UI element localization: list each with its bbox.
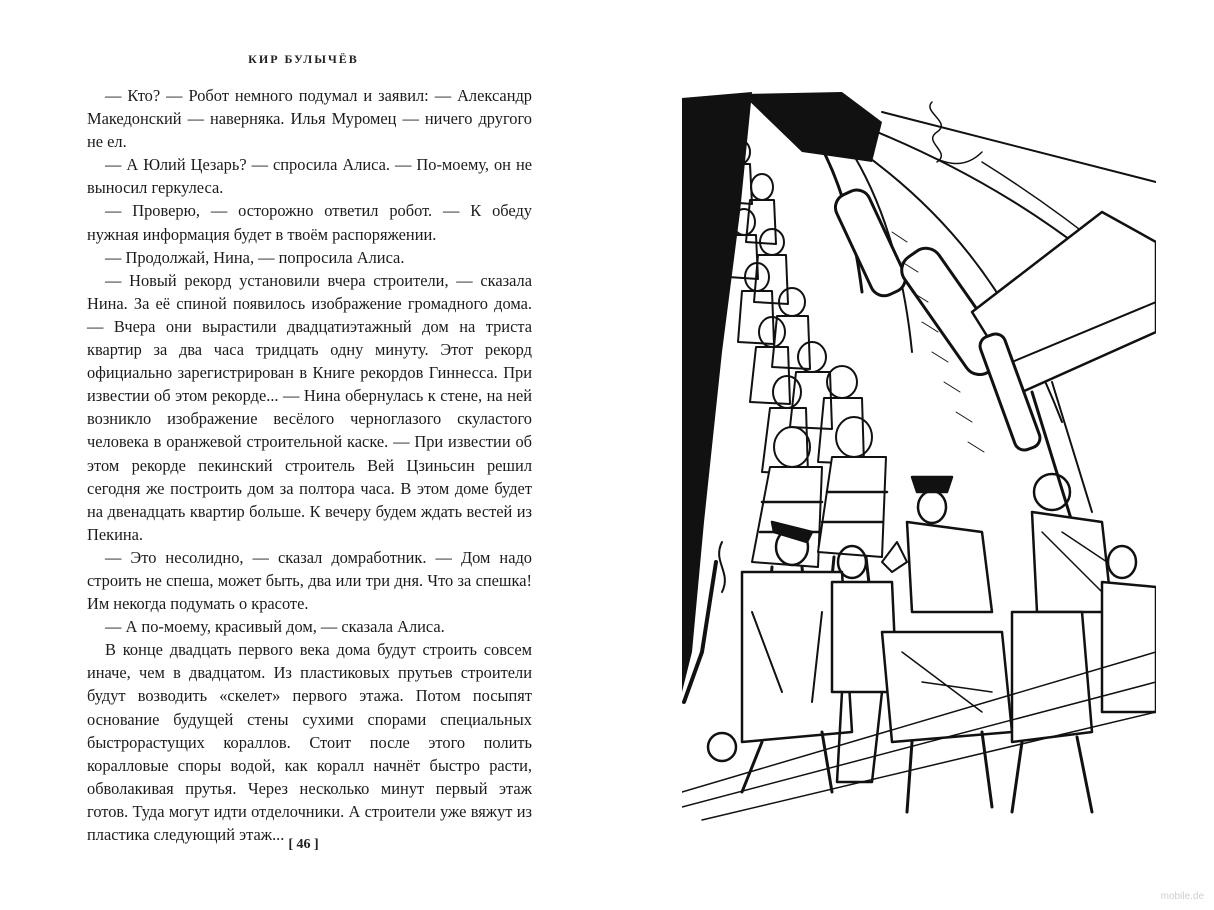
illustration-builders-crowd [682,92,1156,822]
paragraph: — Продолжай, Нина, — попросила Алиса. [105,247,405,267]
paragraph: — Кто? — Робот немного подумал и заявил: — Александр Македонский — наверняка. Илья Муромец — ничего другого не ел. [87,86,532,152]
paragraph: — А по-моему, красивый дом, — сказала Алиса. [105,617,445,637]
paragraph: — А Юлий Цезарь? — спросила Алиса. — По-моему, он не выносил геркулеса. [87,155,532,198]
paragraph: — Проверю, — осторожно ответил робот. — К обеду нужная информация будет в твоём распоряжении. [87,201,532,244]
running-head: КИР БУЛЫЧЁВ [248,52,359,66]
paragraph: — Новый рекорд установили вчера строители, — сказала Нина. За её спиной появилось изображение громадного дома. — Вчера они вырастили двадцатиэтажный дом на триста квартир за два часа тридцать одну минуту. Этот рекорд официально зарегистрирован в Книге рекордов Гиннесса. При известии об этом рекорде... — Нина обернулась к стене, на ней возникло изображение весёлого черноглазого скуластого человека в оранжевой строительной каске. — При известии об этом рекорде пекинский строитель Вей Цзиньсин решил сегодня же построить дом за полтора часа. В этом доме будет на двенадцать квартир больше. К вечеру будем ждать вестей из Пекина. [87,270,532,544]
page-number: [ 46 ] [288,837,319,852]
paragraph: В конце двадцать первого века дома будут строить совсем иначе, чем в двадцатом. Из пластиковых прутьев строители будут возводить «скелет» первого этажа. Потом посыпят основание будущей стены сухими спорами специальных быстрорастущих кораллов. Стоит после этого полить коралловые споры водой, как коралл начнёт быстро расти, обволакивая прутья. Через несколько минут первый этаж готов. Туда могут идти отделочники. А строители уже вяжут из пластика следующий этаж... [87,640,532,844]
watermark: mobile.de [1160,891,1204,902]
paragraph: — Это несолидно, — сказал домработник. — Дом надо строить не спеша, может быть, два или три дня. Что за спешка! Им некогда подумать о красоте. [87,547,532,614]
body-text [87,84,532,846]
